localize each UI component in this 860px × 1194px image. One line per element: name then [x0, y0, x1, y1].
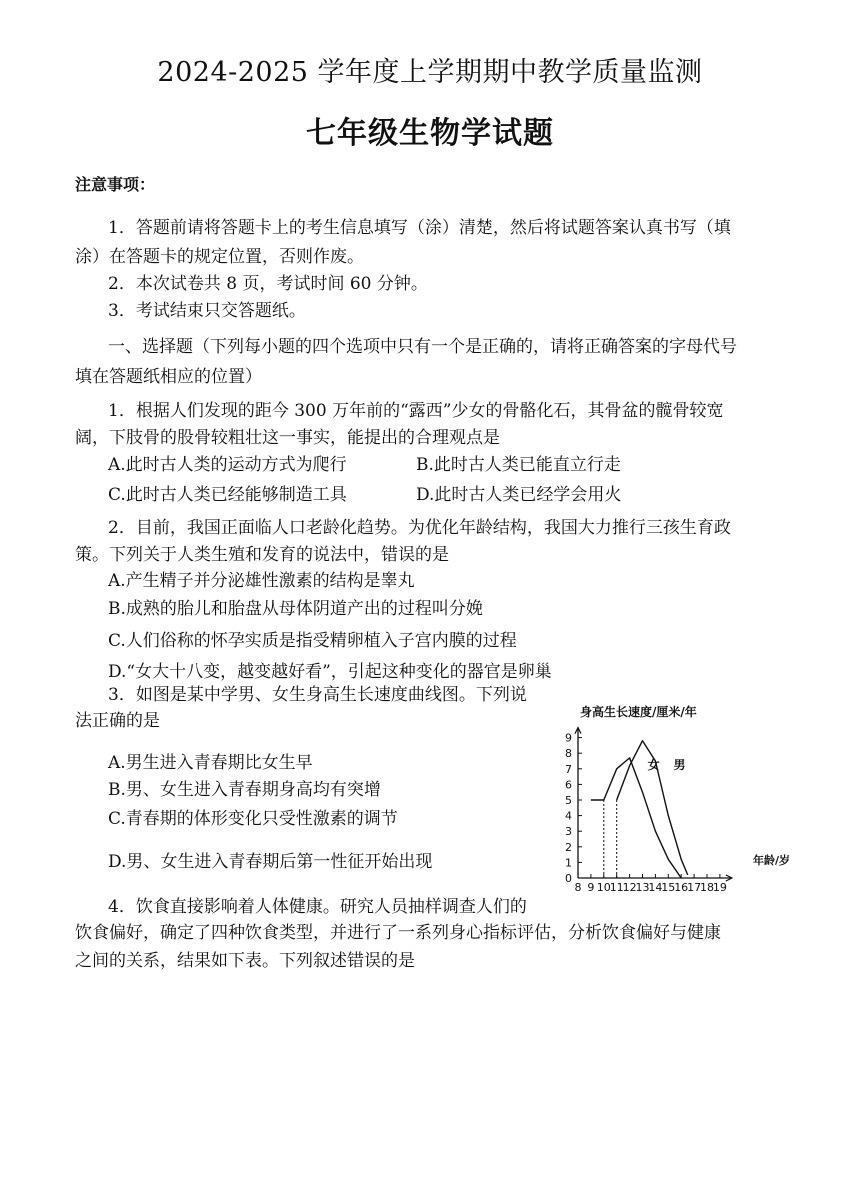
q4-stem-line3: 之间的关系，结果如下表。下列叙述错误的是: [75, 951, 415, 971]
q1-option-c: C.此时古人类已经能够制造工具: [108, 485, 347, 505]
q2-stem-line2: 策。下列关于人类生殖和发育的说法中，错误的是: [75, 545, 449, 565]
q3-option-c: C.青春期的体形变化只受性激素的调节: [108, 809, 398, 829]
q3-option-a: A.男生进入青春期比女生早: [108, 753, 313, 773]
series-label-male: 男: [673, 757, 686, 772]
section-1-heading-line1: 一、选择题（下列每小题的四个选项中只有一个是正确的，请将正确答案的字母代号: [108, 337, 737, 357]
y-tick-label: 9: [565, 731, 572, 745]
x-tick-label: 14: [648, 881, 663, 894]
q1-option-b: B.此时古人类已能直立行走: [416, 455, 621, 475]
series-label-female: 女: [647, 757, 660, 772]
notes-heading: 注意事项：: [75, 175, 156, 194]
q3-option-b: B.男、女生进入青春期身高均有突增: [108, 780, 381, 800]
q3-option-d: D.男、女生进入青春期后第一性征开始出现: [108, 852, 433, 872]
x-tick-label: 18: [700, 881, 714, 894]
exam-subtitle: 七年级生物学试题: [306, 116, 554, 151]
y-tick-label: 4: [565, 809, 572, 823]
y-tick-label: 3: [565, 825, 572, 839]
q1-stem-line1: 1．根据人们发现的距今 300 万年前的“露西”少女的骨骼化石，其骨盆的髋骨较宽: [108, 401, 724, 421]
chart-series: [591, 741, 688, 878]
chart-x-axis-label: 年龄/岁: [753, 854, 791, 867]
q2-option-c: C.人们俗称的怀孕实质是指受精卵植入子宫内膜的过程: [108, 631, 517, 651]
q1-option-d: D.此时古人类已经学会用火: [416, 485, 622, 505]
y-tick-label: 7: [565, 762, 572, 776]
y-tick-label: 0: [565, 872, 572, 885]
note-1-line1: 1．答题前请将答题卡上的考生信息填写（涂）清楚，然后将试题答案认真书写（填: [108, 218, 731, 238]
x-tick-label: 10: [596, 881, 611, 894]
q4-stem-line1: 4．饮食直接影响着人体健康。研究人员抽样调查人们的: [108, 897, 527, 917]
exam-title: 2024-2025 学年度上学期期中教学质量监测: [157, 57, 703, 88]
y-tick-label: 6: [565, 778, 572, 792]
chart-axes: [575, 728, 732, 881]
q1-option-a: A.此时古人类的运动方式为爬行: [108, 455, 347, 475]
section-1-heading-line2: 填在答题纸相应的位置）: [75, 367, 262, 387]
x-tick-label: 12: [622, 881, 637, 894]
q2-option-d: D.“女大十八变，越变越好看”，引起这种变化的器官是卵巢: [108, 662, 552, 682]
growth-speed-chart: [550, 698, 805, 898]
x-tick-label: 13: [635, 881, 650, 894]
note-3: 3．考试结束只交答题纸。: [108, 301, 306, 321]
q3-stem-line2: 法正确的是: [75, 711, 160, 731]
chart-ticks: [565, 732, 727, 894]
y-tick-label: 2: [565, 840, 572, 854]
x-tick-label: 19: [712, 881, 727, 894]
x-tick-label: 17: [687, 881, 702, 894]
q2-option-a: A.产生精子并分泌雄性激素的结构是睾丸: [108, 571, 415, 591]
x-tick-label: 9: [587, 881, 595, 894]
q2-option-b: B.成熟的胎儿和胎盘从母体阴道产出的过程叫分娩: [108, 599, 483, 619]
y-tick-label: 8: [565, 747, 572, 761]
x-tick-label: 8: [574, 881, 582, 894]
note-1-line2: 涂）在答题卡的规定位置，否则作废。: [75, 247, 364, 267]
x-tick-label: 11: [609, 881, 624, 894]
q4-stem-line2: 饮食偏好，确定了四种饮食类型，并进行了一系列身心指标评估，分析饮食偏好与健康: [75, 923, 721, 943]
y-tick-label: 1: [565, 856, 572, 870]
chart-guide-lines: [604, 800, 617, 878]
q2-stem-line1: 2．目前，我国正面临人口老龄化趋势。为优化年龄结构，我国大力推行三孩生育政: [108, 518, 731, 538]
chart-y-axis-label: 身高生长速度/厘米/年: [580, 705, 697, 719]
series-line-female: [591, 758, 681, 878]
q3-stem-line1: 3．如图是某中学男、女生身高生长速度曲线图。下列说: [108, 685, 527, 705]
note-2: 2．本次试卷共 8 页，考试时间 60 分钟。: [108, 274, 428, 294]
q1-stem-line2: 阔，下肢骨的股骨较粗壮这一事实，能提出的合理观点是: [75, 428, 500, 448]
x-tick-label: 16: [674, 881, 689, 894]
x-tick-label: 15: [661, 881, 676, 894]
y-tick-label: 5: [565, 794, 572, 807]
